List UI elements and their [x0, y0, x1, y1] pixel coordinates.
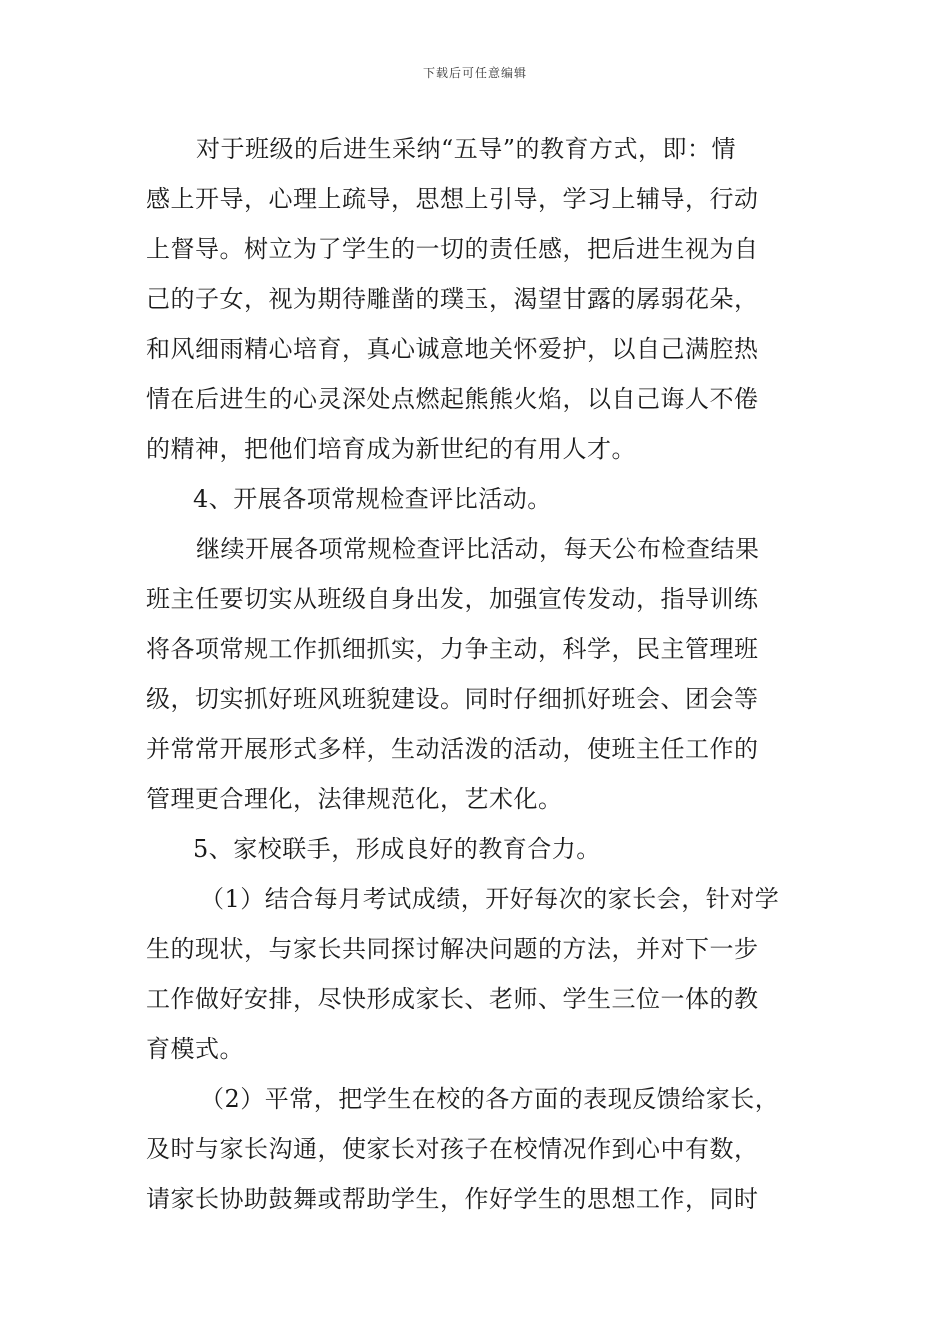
text-line: （2）平常，把学生在校的各方面的表现反馈给家长，	[200, 1085, 780, 1113]
text-line: 感上开导，心理上疏导，思想上引导，学习上辅导，行动	[146, 185, 759, 213]
text-line: 上督导。树立为了学生的一切的责任感，把后进生视为自	[146, 235, 759, 263]
text-line: （1）结合每月考试成绩，开好每次的家长会，针对学	[200, 885, 780, 913]
text-line: 请家长协助鼓舞或帮助学生，作好学生的思想工作，同时	[146, 1185, 759, 1213]
text-line: 对于班级的后进生采纳“五导”的教育方式，即：情	[196, 135, 737, 163]
text-line: 班主任要切实从班级自身出发，加强宣传发动，指导训练	[146, 585, 759, 613]
text-line: 情在后进生的心灵深处点燃起熊熊火焰，以自己诲人不倦	[146, 385, 759, 413]
section-heading: 4、开展各项常规检查评比活动。	[193, 485, 552, 513]
text-line: 生的现状，与家长共同探讨解决问题的方法，并对下一步	[146, 935, 759, 963]
section-heading: 5、家校联手，形成良好的教育合力。	[193, 835, 601, 863]
text-line: 管理更合理化，法律规范化，艺术化。	[146, 785, 563, 813]
text-line: 的精神，把他们培育成为新世纪的有用人才。	[146, 435, 636, 463]
text-line: 工作做好安排，尽快形成家长、老师、学生三位一体的教	[146, 985, 759, 1013]
text-line: 并常常开展形式多样，生动活泼的活动，使班主任工作的	[146, 735, 759, 763]
text-line: 己的子女，视为期待雕凿的璞玉，渴望甘露的孱弱花朵，	[146, 285, 759, 313]
text-line: 育模式。	[146, 1035, 244, 1063]
text-line: 级，切实抓好班风班貌建设。同时仔细抓好班会、团会等	[146, 685, 759, 713]
page-header: 下载后可任意编辑	[422, 66, 527, 80]
text-line: 继续开展各项常规检查评比活动，每天公布检查结果	[196, 535, 760, 563]
text-line: 和风细雨精心培育，真心诚意地关怀爱护，以自己满腔热	[146, 335, 759, 363]
text-line: 及时与家长沟通，使家长对孩子在校情况作到心中有数，	[146, 1135, 759, 1163]
text-line: 将各项常规工作抓细抓实，力争主动，科学，民主管理班	[146, 635, 759, 663]
